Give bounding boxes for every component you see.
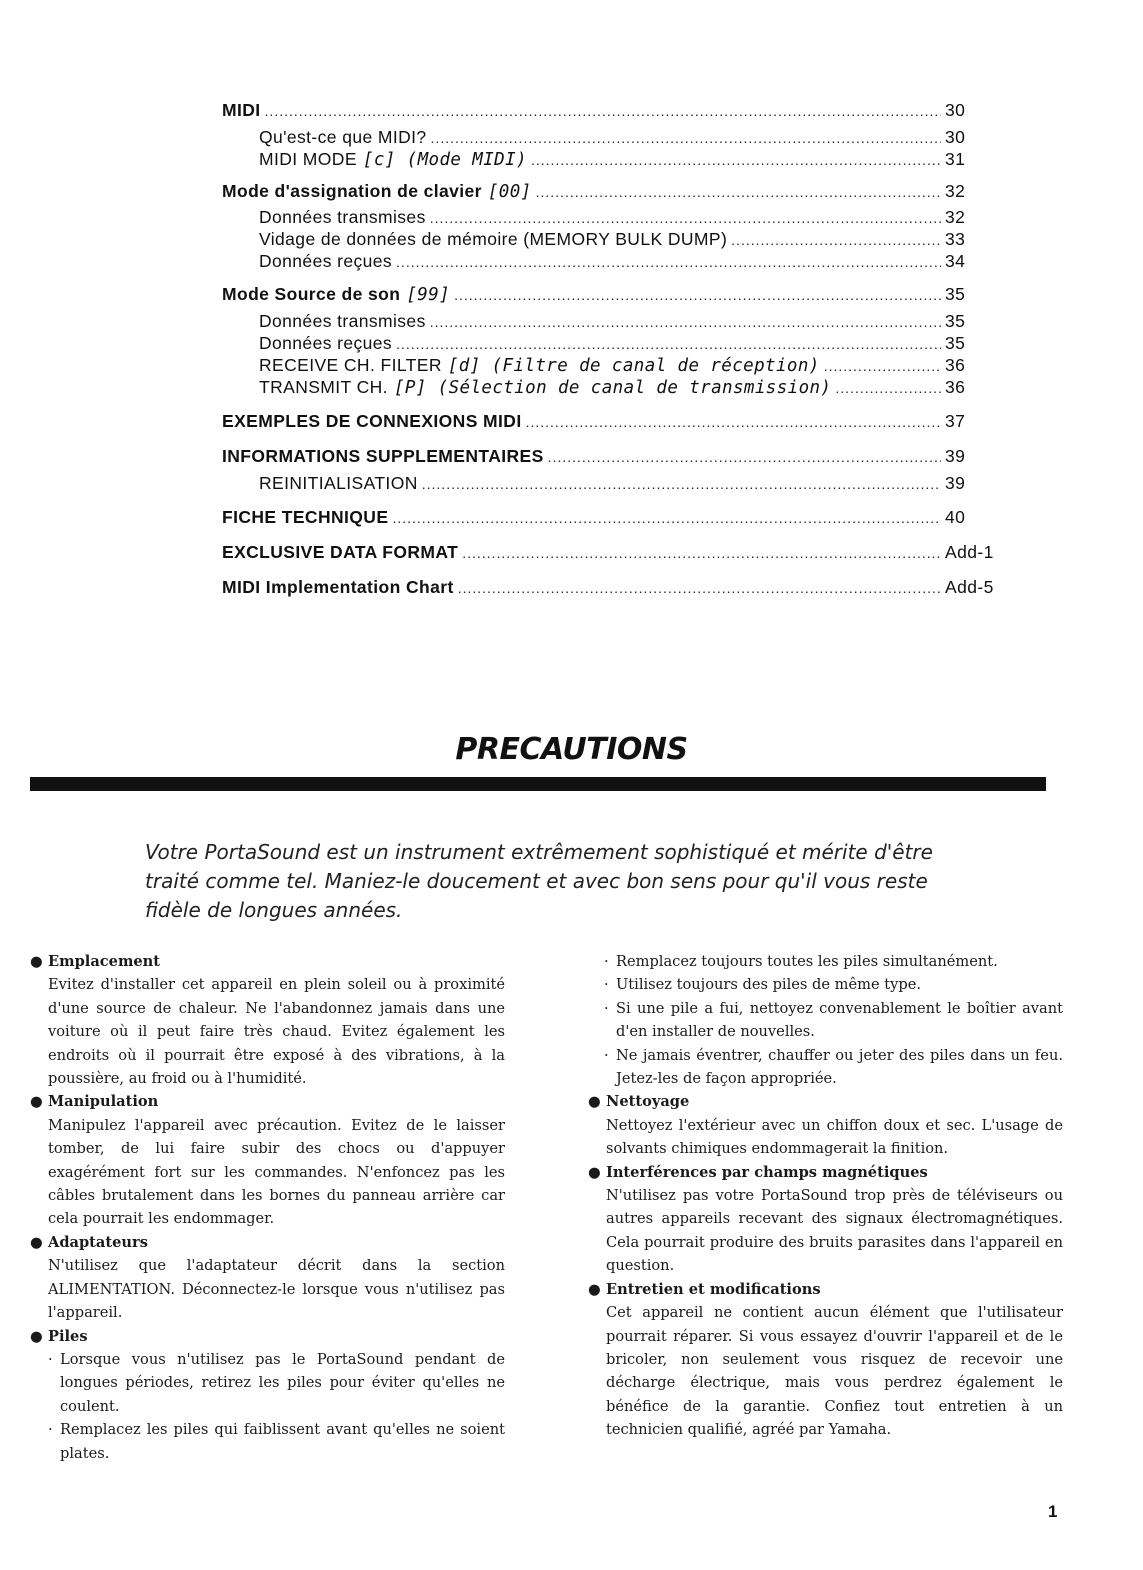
toc-entry-title: RECEIVE CH. FILTER	[259, 355, 442, 375]
list-item-text: Ne jamais éventrer, chauffer ou jeter des piles dans un feu. Jetez-les de façon appropriée.	[616, 1046, 1063, 1088]
list-item-text: Remplacez les piles qui faiblissent avant qu'elles ne soient plates.	[60, 1421, 505, 1462]
toc-entry[interactable]	[222, 251, 1002, 272]
toc-entry-lcd: [P] (Sélection de canal de transmission)	[393, 378, 832, 398]
section-heading	[588, 1278, 1063, 1301]
toc-entry[interactable]	[222, 149, 1002, 170]
toc-entry[interactable]	[222, 473, 1002, 494]
heading-text: Piles	[48, 1327, 88, 1345]
toc-entry-lcd: [d] (Filtre de canal de réception)	[447, 356, 820, 376]
toc-entry[interactable]	[222, 229, 1002, 250]
toc-entry-page: 31	[945, 149, 966, 169]
toc-entry-title: Données reçues	[259, 251, 393, 271]
dot-icon: ·	[48, 1350, 53, 1368]
toc-entry[interactable]	[222, 100, 1002, 121]
dot-icon: ·	[604, 1046, 609, 1064]
toc-entry-title: FICHE TECHNIQUE	[222, 507, 389, 527]
section-heading	[30, 1090, 505, 1113]
toc-entry-title: MIDI Implementation Chart	[222, 577, 454, 597]
toc-entry-title: Vidage de données de mémoire (MEMORY BULK DUMP)	[259, 229, 728, 249]
toc-entry[interactable]	[222, 507, 1002, 528]
toc-entry-title: INFORMATIONS SUPPLEMENTAIRES	[222, 446, 544, 466]
toc-entry-page: 32	[945, 181, 966, 201]
list-item	[588, 1044, 1063, 1091]
toc-entry-title: EXEMPLES DE CONNEXIONS MIDI	[222, 411, 522, 431]
table-of-contents	[222, 100, 1002, 598]
toc-entry[interactable]	[222, 411, 1002, 432]
toc-entry[interactable]	[222, 377, 1002, 398]
page-number: 1	[1048, 1502, 1058, 1521]
toc-entry[interactable]	[222, 181, 1002, 202]
section-heading	[588, 1090, 1063, 1113]
toc-entry-page: 36	[945, 377, 966, 397]
toc-entry[interactable]	[222, 311, 1002, 332]
toc-entry-page: Add-5	[945, 577, 994, 597]
dot-icon: ·	[604, 976, 609, 994]
section-heading	[30, 950, 505, 973]
toc-entry-title: Données transmises	[259, 311, 426, 331]
list-item	[30, 1418, 505, 1465]
toc-entry[interactable]	[222, 355, 1002, 376]
toc-entry-page: 34	[945, 251, 966, 271]
toc-entry-page: 35	[945, 333, 966, 353]
toc-entry-title: Données reçues	[259, 333, 393, 353]
toc-entry-title: Mode d'assignation de clavier	[222, 181, 482, 201]
section-title: PRECAUTIONS	[455, 732, 688, 767]
list-item	[30, 1348, 505, 1418]
bullet-icon: ●	[588, 1163, 601, 1181]
title-rule	[30, 777, 1046, 791]
bullet-icon: ●	[30, 1093, 43, 1111]
toc-entry-title: REINITIALISATION	[259, 473, 418, 493]
list-item-text: Utilisez toujours des piles de même type.	[616, 976, 921, 994]
toc-entry-title: Données transmises	[259, 207, 426, 227]
toc-entry-title: EXCLUSIVE DATA FORMAT	[222, 542, 459, 562]
toc-entry-page: 36	[945, 355, 966, 375]
bullet-icon: ●	[30, 1327, 43, 1345]
dot-icon: ·	[604, 999, 609, 1017]
bullet-icon: ●	[588, 1093, 601, 1111]
toc-entry[interactable]	[222, 127, 1002, 148]
heading-text: Manipulation	[48, 1093, 159, 1111]
heading-text: Adaptateurs	[48, 1233, 148, 1251]
heading-text: Emplacement	[48, 953, 161, 970]
toc-entry-page: 37	[945, 411, 966, 431]
toc-entry-title: MIDI	[222, 100, 261, 120]
toc-entry-page: 33	[945, 229, 966, 249]
toc-entry-lcd: [c] (Mode MIDI)	[362, 150, 527, 170]
toc-entry[interactable]	[222, 542, 1002, 563]
section-body: Nettoyez l'extérieur avec un chiffon doux et sec. L'usage de solvants chimiques endommagerait la finition.	[606, 1116, 1063, 1158]
toc-entry[interactable]	[222, 284, 1002, 305]
toc-entry-page: 39	[945, 473, 966, 493]
heading-text: Entretien et modifications	[606, 1280, 821, 1298]
toc-entry[interactable]	[222, 333, 1002, 354]
left-column	[30, 950, 505, 1465]
toc-entry-page: Add-1	[945, 542, 994, 562]
section-heading	[30, 1231, 505, 1254]
section-body: N'utilisez que l'adaptateur décrit dans la section ALIMENTATION. Déconnectez-le lorsque vous n'utilisez pas l'appareil.	[48, 1257, 505, 1322]
toc-entry-title: Qu'est-ce que MIDI?	[259, 127, 427, 147]
bullet-icon: ●	[30, 1233, 43, 1251]
list-item-text: Lorsque vous n'utilisez pas le PortaSound pendant de longues périodes, retirez les piles pour éviter qu'elles ne coulent.	[60, 1350, 505, 1415]
toc-entry[interactable]	[222, 446, 1002, 467]
dot-icon: ·	[48, 1421, 53, 1439]
toc-entry-title: TRANSMIT CH.	[259, 377, 388, 397]
heading-text: Interférences par champs magnétiques	[606, 1163, 928, 1181]
heading-text: Nettoyage	[606, 1093, 690, 1111]
list-item-text: Si une pile a fui, nettoyez convenablement le boîtier avant d'en installer de nouvelles.	[616, 999, 1063, 1041]
right-column	[588, 950, 1063, 1442]
toc-entry-page: 35	[945, 311, 966, 331]
list-item	[588, 973, 1063, 996]
bullet-icon: ●	[588, 1280, 601, 1298]
toc-entry-title: MIDI MODE	[259, 149, 357, 169]
toc-entry-page: 32	[945, 207, 966, 227]
toc-entry-title: Mode Source de son	[222, 284, 401, 304]
toc-entry-page: 30	[945, 127, 966, 147]
section-body: Evitez d'installer cet appareil en plein soleil ou à proximité d'une source de chaleur. Ne l'abandonnez jamais dans une voiture où il peut faire très chaud. Evitez également les endroits où il pourrait être exposé à des vibrations, à la poussière, au froid ou à l'humidité.	[48, 976, 505, 1088]
section-heading	[588, 1161, 1063, 1184]
toc-entry-lcd: [99]	[406, 285, 451, 305]
list-item	[588, 997, 1063, 1044]
section-heading	[30, 1325, 505, 1348]
toc-entry-page: 30	[945, 100, 966, 120]
toc-entry-page: 35	[945, 284, 966, 304]
toc-entry[interactable]	[222, 577, 1002, 598]
toc-entry[interactable]	[222, 207, 1002, 228]
dot-icon: ·	[604, 953, 609, 970]
bullet-icon: ●	[30, 953, 43, 970]
list-item-text: Remplacez toujours toutes les piles simultanément.	[616, 953, 998, 970]
list-item	[588, 950, 1063, 973]
toc-entry-lcd: [00]	[487, 182, 532, 202]
section-body: Cet appareil ne contient aucun élément que l'utilisateur pourrait réparer. Si vous essayez d'ouvrir l'appareil et de le bricoler, non seulement vous risquez de recevoir une décharge électrique, mais vous perdrez également le bénéfice de la garantie. Confiez tout entretien à un technicien qualifié, agréé par Yamaha.	[606, 1304, 1063, 1439]
toc-entry-page: 39	[945, 446, 966, 466]
section-body: Manipulez l'appareil avec précaution. Evitez de le laisser tomber, de lui faire subir des chocs ou d'appuyer exagérément fort sur les commandes. N'enfoncez pas les câbles brutalement dans les bornes du panneau arrière car cela pourrait les endommager.	[48, 1116, 505, 1228]
section-body: N'utilisez pas votre PortaSound trop près de téléviseurs ou autres appareils recevant des signaux électromagnétiques. Cela pourrait produire des bruits parasites dans l'appareil en question.	[606, 1187, 1063, 1275]
toc-entry-page: 40	[945, 507, 966, 527]
intro-paragraph: Votre PortaSound est un instrument extrêmement sophistiqué et mérite d'être traité comme tel. Maniez-le doucement et avec bon sens pour qu'il vous reste fidèle de longues années.	[145, 840, 933, 922]
